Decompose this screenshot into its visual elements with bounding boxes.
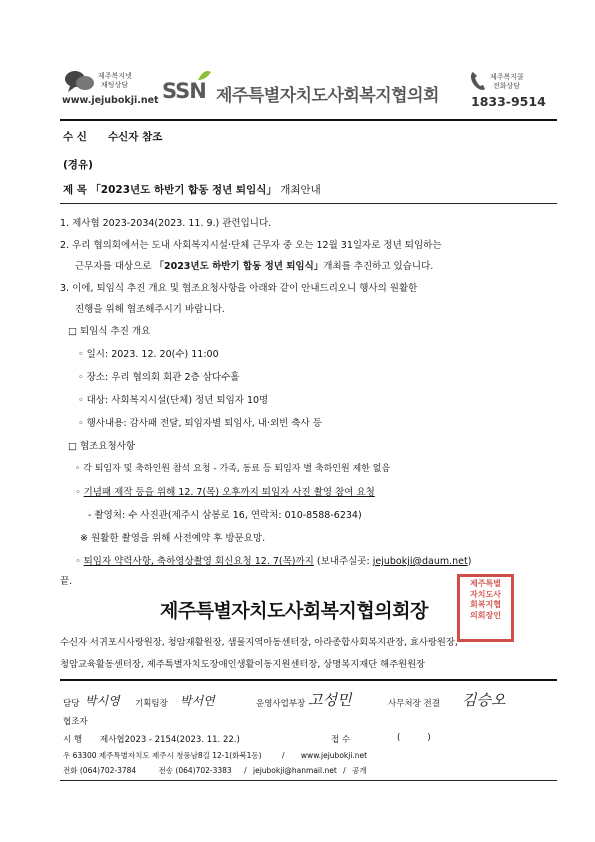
coop-profile — [75, 553, 471, 567]
paragraph-1: 1. 제사협 2023-2034(2023. 11. 9.) 관련입니다. — [60, 218, 272, 229]
footer-contact-line — [63, 765, 367, 776]
footer-separator-2: / — [244, 766, 247, 775]
end-mark: 끝. — [60, 576, 73, 587]
subject-label: 제 목 — [63, 184, 87, 196]
approval-team-label: 기획팀장 — [135, 699, 168, 709]
phone-label-1: 제주복지콜 — [490, 73, 524, 81]
subject-line — [63, 182, 321, 197]
ssn-logo: SSN — [162, 79, 206, 103]
chat-bubbles-icon — [64, 70, 96, 94]
header-rule — [60, 119, 557, 121]
section-cooperation: □ 협조요청사항 — [68, 441, 136, 452]
recipients-rule — [60, 679, 557, 681]
footer-tel: 전화 (064)702-3784 — [63, 766, 137, 775]
coop-photo-bullet: ◦ — [75, 487, 84, 498]
header-org-name: 제주특별자치도사회복지협의회 — [216, 86, 439, 106]
overview-target: ◦ 대상: 사회복지시설(단체) 정년 퇴임자 10명 — [78, 395, 269, 406]
official-seal: 제주특별 자치도사 회복지협 의회장인 — [457, 574, 514, 642]
receipt-value: ( ) — [397, 733, 431, 743]
coop-profile-bullet: ◦ — [75, 556, 84, 567]
paragraph-3a: 3. 이에, 퇴임식 추진 개요 및 협조요청사항을 아래와 같이 안내드리오니 행사의 원활한 — [60, 283, 418, 294]
footer-address: 우 63300 제주특별자치도 제주시 청풍남8길 12-1(화북1동) — [63, 751, 262, 760]
overview-place: ◦ 장소: 우리 협의회 회관 2층 삼다수홀 — [78, 372, 240, 383]
paragraph-2b-post: 개최를 추진하고 있습니다. — [323, 261, 434, 272]
sender-name: 제주특별자치도사회복지협의회장 — [160, 600, 428, 622]
coop-profile-end: ) — [467, 556, 472, 567]
coop-attendance: ◦ 각 퇴임자 및 축하인원 참석 요청 - 가족, 동료 등 퇴임자 별 축하인원 제한 없음 — [75, 464, 391, 474]
chat-label-1: 제주복지넷 — [98, 72, 132, 80]
enforce-value: 제사협2023 - 2154(2023. 11. 22.) — [100, 735, 240, 745]
subject-rest: 개최안내 — [276, 184, 321, 196]
ssn-leaf-icon — [196, 70, 212, 82]
approval-sec-label: 사무처장 전결 — [388, 699, 440, 709]
recipients-line-2: 청암교육활동센터장, 제주특별자치도장애인생활이동지원센터장, 상명복지재단 해주원원장 — [60, 659, 426, 670]
approval-ops-label: 운영사업부장 — [256, 699, 306, 709]
chat-label-2: 채팅상담 — [101, 81, 129, 89]
footer-public: 공개 — [352, 766, 367, 775]
phone-label-2: 전화상담 — [493, 82, 521, 90]
coop-profile-post: (보내주실곳: — [313, 556, 373, 567]
coop-photo-note: ※ 원활한 촬영을 위해 사전예약 후 방문요망. — [80, 533, 266, 544]
approval-team-sign: 박서연 — [180, 694, 215, 708]
header-website[interactable]: www.jejubokji.net — [62, 95, 159, 106]
recipients-line-1 — [60, 634, 458, 648]
header — [58, 70, 563, 115]
enforce-label: 시 행 — [63, 735, 83, 745]
recipient-value: 수신자 참조 — [108, 131, 163, 143]
paragraph-2b-pre: 근무자를 대상으로 — [75, 261, 155, 272]
approval-coop-label: 협조자 — [63, 717, 88, 727]
coop-photo — [75, 484, 375, 498]
footer-rule — [60, 780, 557, 781]
recipients-label: 수신자 — [60, 637, 87, 648]
overview-program: ◦ 행사내용: 감사패 전달, 퇴임자별 퇴임사, 내·외빈 축사 등 — [78, 418, 322, 429]
footer-address-line — [63, 750, 367, 761]
approval-sec-sign: 김승오 — [462, 691, 506, 709]
coop-photo-studio: - 촬영처: 수 사진관(제주시 삼봉로 16, 연락처: 010-8588-6234) — [88, 510, 362, 521]
recipients-list-1: 서귀포시사랑원장, 청암재활원장, 샘물지역아동센터장, 아라종합사회복지관장, 효사랑원장, — [89, 637, 458, 648]
subject-rule — [60, 203, 557, 204]
footer-website[interactable]: www.jejubokji.net — [300, 751, 368, 760]
paragraph-3b: 진행을 위해 협조해주시기 바랍니다. — [75, 304, 225, 315]
overview-date: ◦ 일시: 2023. 12. 20(수) 11:00 — [78, 349, 219, 360]
via-line: (경유) — [63, 159, 93, 171]
paragraph-2a: 2. 우리 협의회에서는 도내 사회복지시설·단체 근무자 중 오는 12월 31일자로 정년 퇴임하는 — [60, 240, 442, 251]
section-overview: □ 퇴임식 추진 개요 — [68, 326, 151, 337]
approval-staff-label: 담당 — [63, 699, 80, 709]
footer-email[interactable]: jejubokji@hanmail.net — [253, 766, 337, 775]
footer-separator-3: / — [343, 766, 346, 775]
approval-ops-sign: 고성민 — [308, 691, 352, 709]
receipt-label: 접 수 — [331, 735, 351, 745]
phone-icon — [468, 70, 488, 92]
footer-separator-1: / — [282, 751, 285, 760]
coop-photo-text: 기념패 제작 등을 위해 12. 7(목) 오후까지 퇴임자 사진 촬영 참여 요청 — [83, 487, 375, 498]
coop-profile-email[interactable]: jejubokji@daum.net — [372, 556, 468, 567]
header-phone[interactable]: 1833-9514 — [471, 94, 546, 109]
recipient-label: 수 신 — [63, 131, 87, 143]
approval-staff-sign: 박시영 — [85, 694, 120, 708]
paragraph-2b-title: 「2023년도 하반기 합동 정년 퇴임식」 — [154, 261, 324, 272]
footer-fax: 전송 (064)702-3383 — [158, 766, 232, 775]
paragraph-2b — [75, 258, 433, 272]
subject-title: 「2023년도 하반기 합동 정년 퇴임식」 — [90, 184, 277, 196]
coop-profile-text: 퇴임자 약력사항, 축하영상촬영 회신요청 12. 7(목)까지 — [83, 556, 314, 567]
